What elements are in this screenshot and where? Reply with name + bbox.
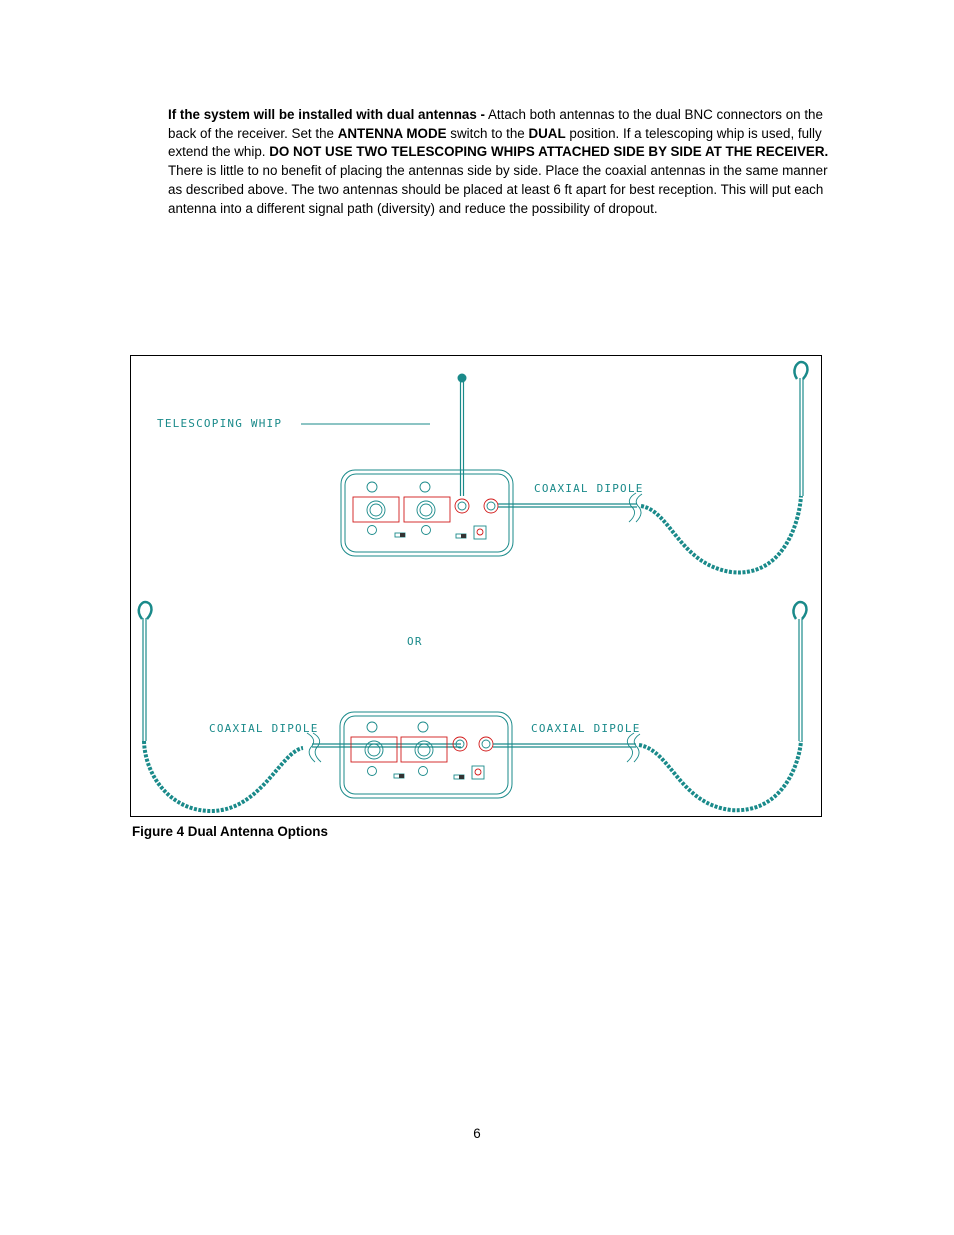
dual-term: DUAL	[528, 125, 566, 141]
coaxial-dipole-label: COAXIAL DIPOLE	[534, 482, 644, 495]
coaxial-dipole-right-label: COAXIAL DIPOLE	[531, 722, 641, 735]
telescoping-whip-label: TELESCOPING WHIP	[157, 417, 283, 430]
or-label: OR	[407, 635, 423, 648]
antenna-mode-term: ANTENNA MODE	[337, 125, 447, 141]
coaxial-dipole-left-label: COAXIAL DIPOLE	[209, 722, 319, 735]
text-run: position. If a telescoping whip is used, fully extend the whip.	[168, 125, 822, 160]
dual-antenna-figure	[130, 355, 822, 817]
page-number: 6	[473, 1126, 481, 1141]
receiver-bottom	[340, 712, 512, 798]
text-run: Attach both antennas to the dual BNC connectors on the back of the receiver. Set the	[168, 107, 823, 141]
receiver-top	[341, 470, 513, 556]
antenna-diagram	[131, 356, 823, 818]
text-run: switch to the	[446, 125, 529, 141]
text-run: There is little to no benefit of placing the antennas side by side. Place the coaxial antennas in the same manner as described above. The two antennas should be placed at least 6 ft apart for best reception. This will put each antenna into a different signal path (diversity) and reduce the possibility of dropout.	[168, 163, 828, 216]
body-paragraph	[168, 106, 836, 218]
figure-caption: Figure 4 Dual Antenna Options	[132, 824, 328, 839]
warning-text: DO NOT USE TWO TELESCOPING WHIPS ATTACHED SIDE BY SIDE AT THE RECEIVER.	[269, 144, 829, 160]
coaxial-dipole-bottom-right	[493, 602, 806, 810]
lead-text: If the system will be installed with dual antennas -	[168, 107, 485, 122]
telescoping-whip	[458, 374, 467, 497]
coaxial-dipole-bottom-left	[139, 602, 461, 811]
coaxial-dipole-top	[498, 362, 807, 572]
